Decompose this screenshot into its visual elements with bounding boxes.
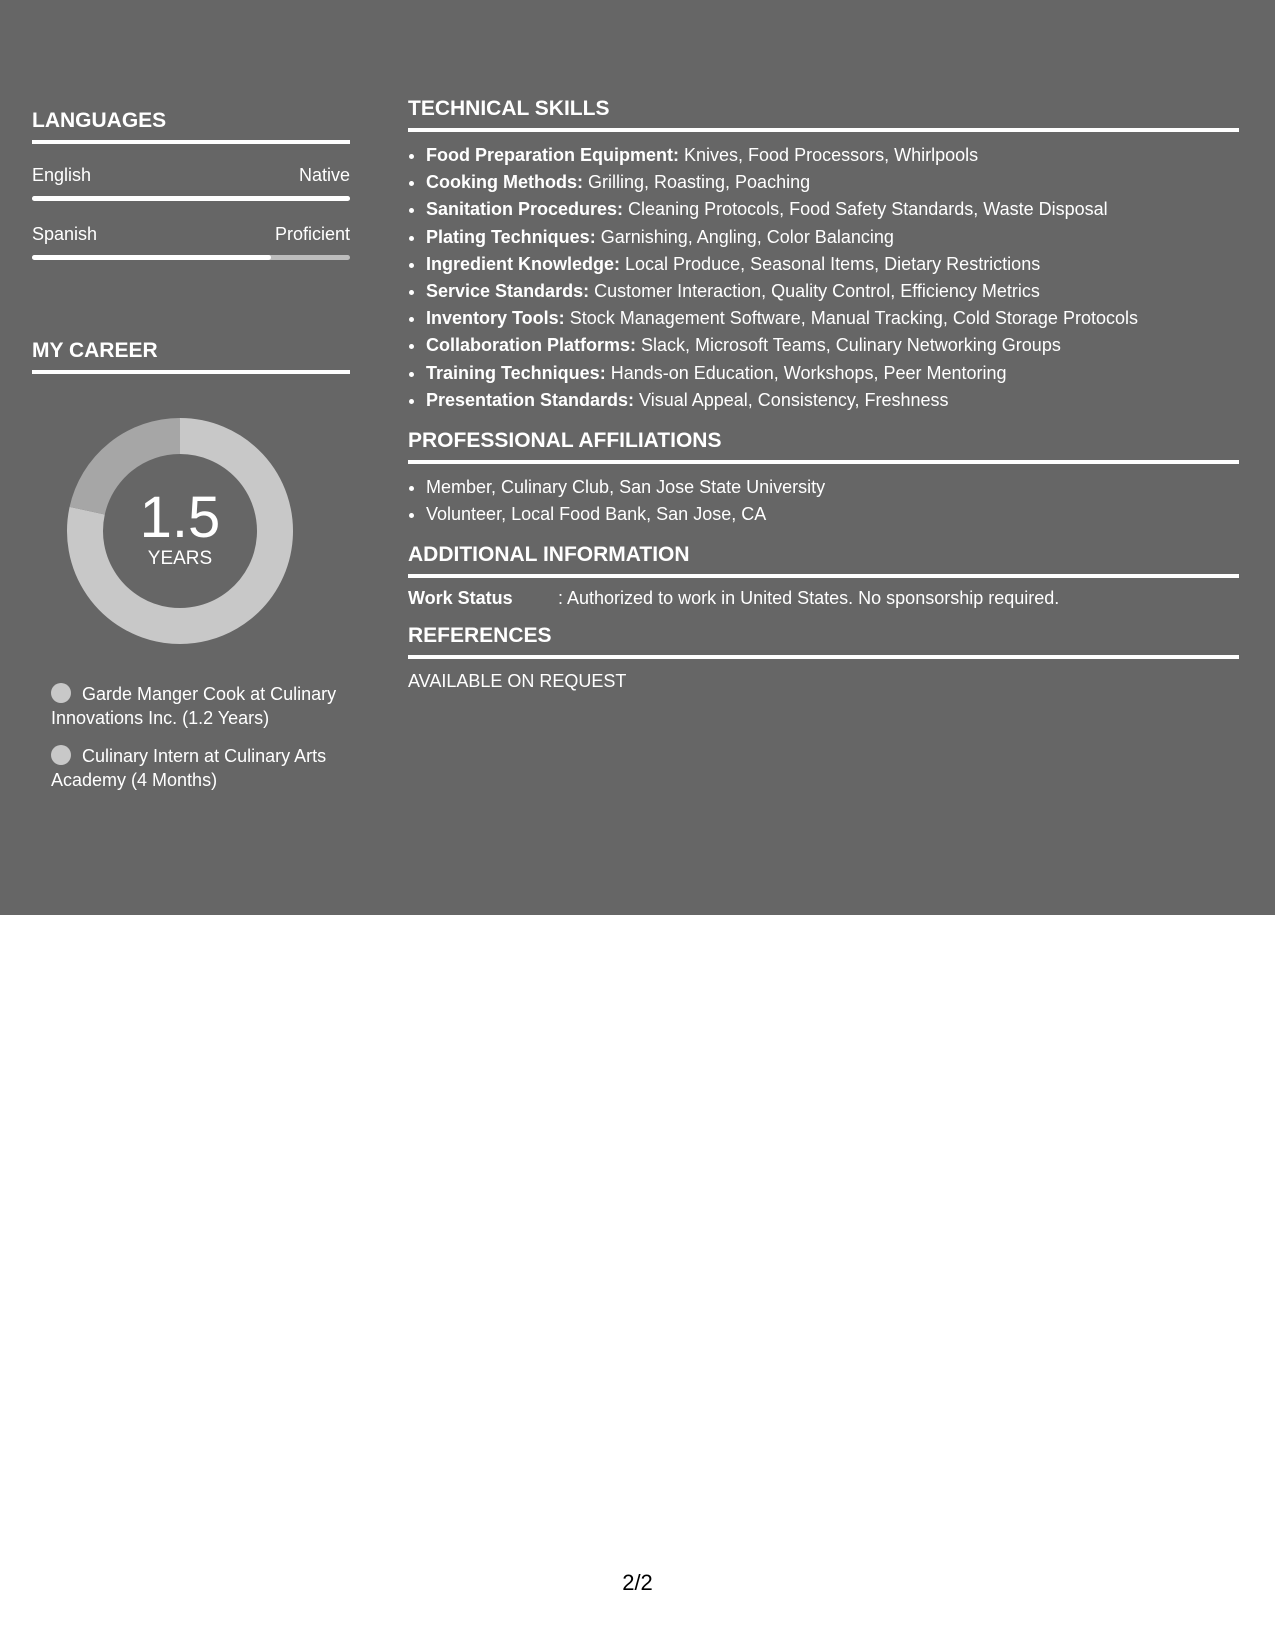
language-name: English <box>32 165 92 185</box>
skill-value: Slack, Microsoft Teams, Culinary Networking Groups <box>636 335 1061 356</box>
list-item <box>426 251 1239 278</box>
list-item <box>426 305 1239 332</box>
language-level: Native <box>298 165 350 185</box>
career-legend-item <box>51 682 350 730</box>
skill-label: Training Techniques: <box>426 362 606 383</box>
skill-value: Local Produce, Seasonal Items, Dietary Restrictions <box>620 253 1041 274</box>
skill-label: Inventory Tools: <box>426 308 565 329</box>
career-donut-center <box>65 416 295 646</box>
career-donut-chart <box>65 416 295 646</box>
technical-skills-title: TECHNICAL SKILLS <box>408 96 1239 132</box>
list-item <box>426 278 1239 305</box>
career-legend-item <box>51 744 350 792</box>
list-item <box>426 360 1239 387</box>
skill-value: Knives, Food Processors, Whirlpools <box>679 145 979 165</box>
technical-skills-list <box>408 142 1239 414</box>
language-name: Spanish <box>32 224 98 244</box>
skill-label: Plating Techniques: <box>426 226 596 247</box>
work-status-row <box>408 588 1239 609</box>
list-item: • Volunteer, Local Food Bank, San Jose, CA <box>426 501 1239 528</box>
language-level: Proficient <box>274 224 350 244</box>
list-item: • Member, Culinary Club, San Jose State University <box>426 474 1239 501</box>
left-column <box>32 108 350 806</box>
skill-label: Cooking Methods: <box>426 172 583 193</box>
career-legend-label: Culinary Intern at Culinary Arts Academy (4 Months) <box>51 746 327 790</box>
references-text: AVAILABLE ON REQUEST <box>408 671 627 692</box>
skill-label: Service Standards: <box>426 281 590 302</box>
career-legend-label: Garde Manger Cook at Culinary Innovations Inc. (1.2 Years) <box>51 684 337 728</box>
language-item <box>32 164 350 201</box>
list-item <box>426 196 1239 223</box>
career-legend <box>32 682 350 792</box>
list-item <box>426 332 1239 359</box>
skill-value: Visual Appeal, Consistency, Freshness <box>634 389 949 410</box>
skill-value: Hands-on Education, Workshops, Peer Mentoring <box>605 362 1007 383</box>
list-item <box>426 224 1239 251</box>
work-status-value: : Authorized to work in United States. No sponsorship required. <box>558 588 1060 609</box>
skill-value: Stock Management Software, Manual Tracking, Cold Storage Protocols <box>564 308 1138 329</box>
affiliations-title: PROFESSIONAL AFFILIATIONS <box>408 428 1239 464</box>
legend-dot-icon <box>51 683 71 703</box>
language-level-bar-fill <box>32 255 271 260</box>
skill-value: Customer Interaction, Quality Control, Efficiency Metrics <box>589 281 1040 302</box>
skill-label: Collaboration Platforms: <box>426 335 637 356</box>
skill-label: Food Preparation Equipment: <box>426 145 680 165</box>
page-number: 2/2 <box>622 1570 653 1595</box>
languages-title: LANGUAGES <box>32 108 350 144</box>
skill-value: Cleaning Protocols, Food Safety Standards, Waste Disposal <box>623 199 1108 220</box>
skill-label: Presentation Standards: <box>426 389 635 410</box>
affiliations-list <box>408 474 1239 528</box>
legend-dot-icon <box>51 745 71 765</box>
skill-value: Grilling, Roasting, Poaching <box>582 172 811 193</box>
work-status-label: Work Status <box>408 588 513 609</box>
list-item <box>426 142 1239 169</box>
right-column <box>408 96 1239 692</box>
language-level-bar <box>32 255 350 260</box>
skill-label: Ingredient Knowledge: <box>426 253 621 274</box>
list-item <box>426 387 1239 414</box>
career-total-value: 1.5 <box>139 485 221 550</box>
language-level-bar <box>32 196 350 201</box>
language-item <box>32 223 350 260</box>
additional-info-title: ADDITIONAL INFORMATION <box>408 542 1239 578</box>
skill-value: Garnishing, Angling, Color Balancing <box>595 226 894 247</box>
references-title: REFERENCES <box>408 623 1239 659</box>
career-title: MY CAREER <box>32 338 350 374</box>
list-item <box>426 169 1239 196</box>
career-total-unit: YEARS <box>147 548 213 569</box>
language-level-bar-fill <box>32 196 350 201</box>
skill-label: Sanitation Procedures: <box>426 199 624 220</box>
